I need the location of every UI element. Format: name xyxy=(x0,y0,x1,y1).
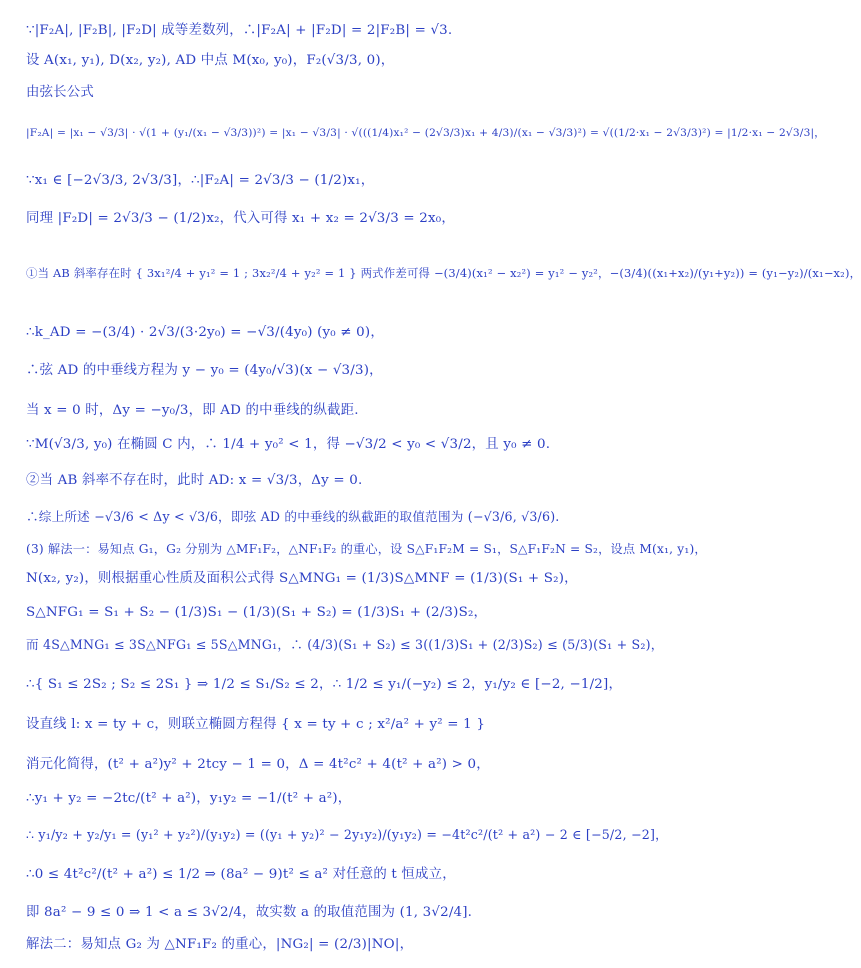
text-line-13: ∴综上所述 −√3/6 < Δy < √3/6，即弦 AD 的中垂线的纵截距的取值范围为 (−√3/6, √3/6). xyxy=(26,509,560,524)
text-line-18: ∴{ S₁ ≤ 2S₂ ; S₂ ≤ 2S₁ } ⇒ 1/2 ≤ S₁/S₂ ≤ 2，∴ 1/2 ≤ y₁/(−y₂) ≤ 2，y₁/y₂ ∈ [−2, −1/2]， xyxy=(26,677,623,692)
text-line-4: |F₂A| = |x₁ − √3/3| · √(1 + (y₁/(x₁ − √3/3))²) = |x₁ − √3/3| · √(((1/4)x₁² − (2√3/3)x₁ + 4/3)/(x₁ − √3/3)²) = √((1/2·x₁ − 2√3/3)²) = |1/2·x₁ − 2√3/3|， xyxy=(26,127,826,139)
text-line-23: ∴0 ≤ 4t²c²/(t² + a²) ≤ 1/2 ⇒ (8a² − 9)t² ≤ a² 对任意的 t 恒成立， xyxy=(26,867,456,882)
text-line-3: 由弦长公式 xyxy=(26,85,94,100)
text-line-1: ∵|F₂A|, |F₂B|, |F₂D| 成等差数列，∴|F₂A| + |F₂D| = 2|F₂B| = √3. xyxy=(26,23,453,38)
text-line-6: 同理 |F₂D| = 2√3/3 − (1/2)x₂，代入可得 x₁ + x₂ = 2√3/3 = 2x₀， xyxy=(26,211,455,226)
text-line-7: ①当 AB 斜率存在时 { 3x₁²/4 + y₁² = 1 ; 3x₂²/4 + y₂² = 1 } 两式作差可得 −(3/4)(x₁² − x₂²) = y₁² − y₂²，−(3/4)((x₁+x₂)/(y₁+y₂)) = (y₁−y₂)/(x₁−x₂)， xyxy=(26,266,861,280)
text-line-24: 即 8a² − 9 ≤ 0 ⇒ 1 < a ≤ 3√2/4，故实数 a 的取值范围为 (1, 3√2/4]. xyxy=(26,905,473,920)
text-line-10: 当 x = 0 时，Δy = −y₀/3，即 AD 的中垂线的纵截距. xyxy=(26,403,359,418)
text-line-12: ②当 AB 斜率不存在时，此时 AD: x = √3/3，Δy = 0. xyxy=(26,473,363,488)
text-line-11: ∵M(√3/3, y₀) 在椭圆 C 内，∴ 1/4 + y₀² < 1，得 −√3/2 < y₀ < √3/2，且 y₀ ≠ 0. xyxy=(26,437,551,452)
text-line-14: (3) 解法一：易知点 G₁，G₂ 分别为 △MF₁F₂，△NF₁F₂ 的重心，设 S△F₁F₂M = S₁，S△F₁F₂N = S₂，设点 M(x₁, y₁)， xyxy=(26,542,707,556)
text-line-19: 设直线 l: x = ty + c，则联立椭圆方程得 { x = ty + c ; x²/a² + y² = 1 } xyxy=(26,717,486,732)
text-line-22: ∴ y₁/y₂ + y₂/y₁ = (y₁² + y₂²)/(y₁y₂) = ((y₁ + y₂)² − 2y₁y₂)/(y₁y₂) = −4t²c²/(t² + a²) − 2 ∈ [−5/2, −2]， xyxy=(26,827,668,842)
text-line-16: S△NFG₁ = S₁ + S₂ − (1/3)S₁ − (1/3)(S₁ + S₂) = (1/3)S₁ + (2/3)S₂， xyxy=(26,605,488,620)
text-line-15: N(x₂, y₂)，则根据重心性质及面积公式得 S△MNG₁ = (1/3)S△MNF = (1/3)(S₁ + S₂)， xyxy=(26,571,578,586)
text-line-21: ∴y₁ + y₂ = −2tc/(t² + a²)，y₁y₂ = −1/(t² + a²)， xyxy=(26,791,352,806)
text-line-9: ∴弦 AD 的中垂线方程为 y − y₀ = (4y₀/√3)(x − √3/3)， xyxy=(26,363,383,378)
text-line-20: 消元化简得，(t² + a²)y² + 2tcy − 1 = 0，Δ = 4t²c² + 4(t² + a²) > 0， xyxy=(26,757,490,772)
text-line-25: 解法二：易知点 G₂ 为 △NF₁F₂ 的重心，|NG₂| = (2/3)|NO|， xyxy=(26,937,414,952)
text-line-17: 而 4S△MNG₁ ≤ 3S△NFG₁ ≤ 5S△MNG₁，∴ (4/3)(S₁ + S₂) ≤ 3((1/3)S₁ + (2/3)S₂) ≤ (5/3)(S₁ + S₂)， xyxy=(26,637,664,652)
text-line-8: ∴k_AD = −(3/4) · 2√3/(3·2y₀) = −√3/(4y₀) (y₀ ≠ 0)， xyxy=(26,325,384,340)
text-line-2: 设 A(x₁, y₁), D(x₂, y₂), AD 中点 M(x₀, y₀)，F₂(√3/3, 0)， xyxy=(26,53,395,68)
text-line-5: ∵x₁ ∈ [−2√3/3, 2√3/3]，∴|F₂A| = 2√3/3 − (1/2)x₁， xyxy=(26,173,375,188)
